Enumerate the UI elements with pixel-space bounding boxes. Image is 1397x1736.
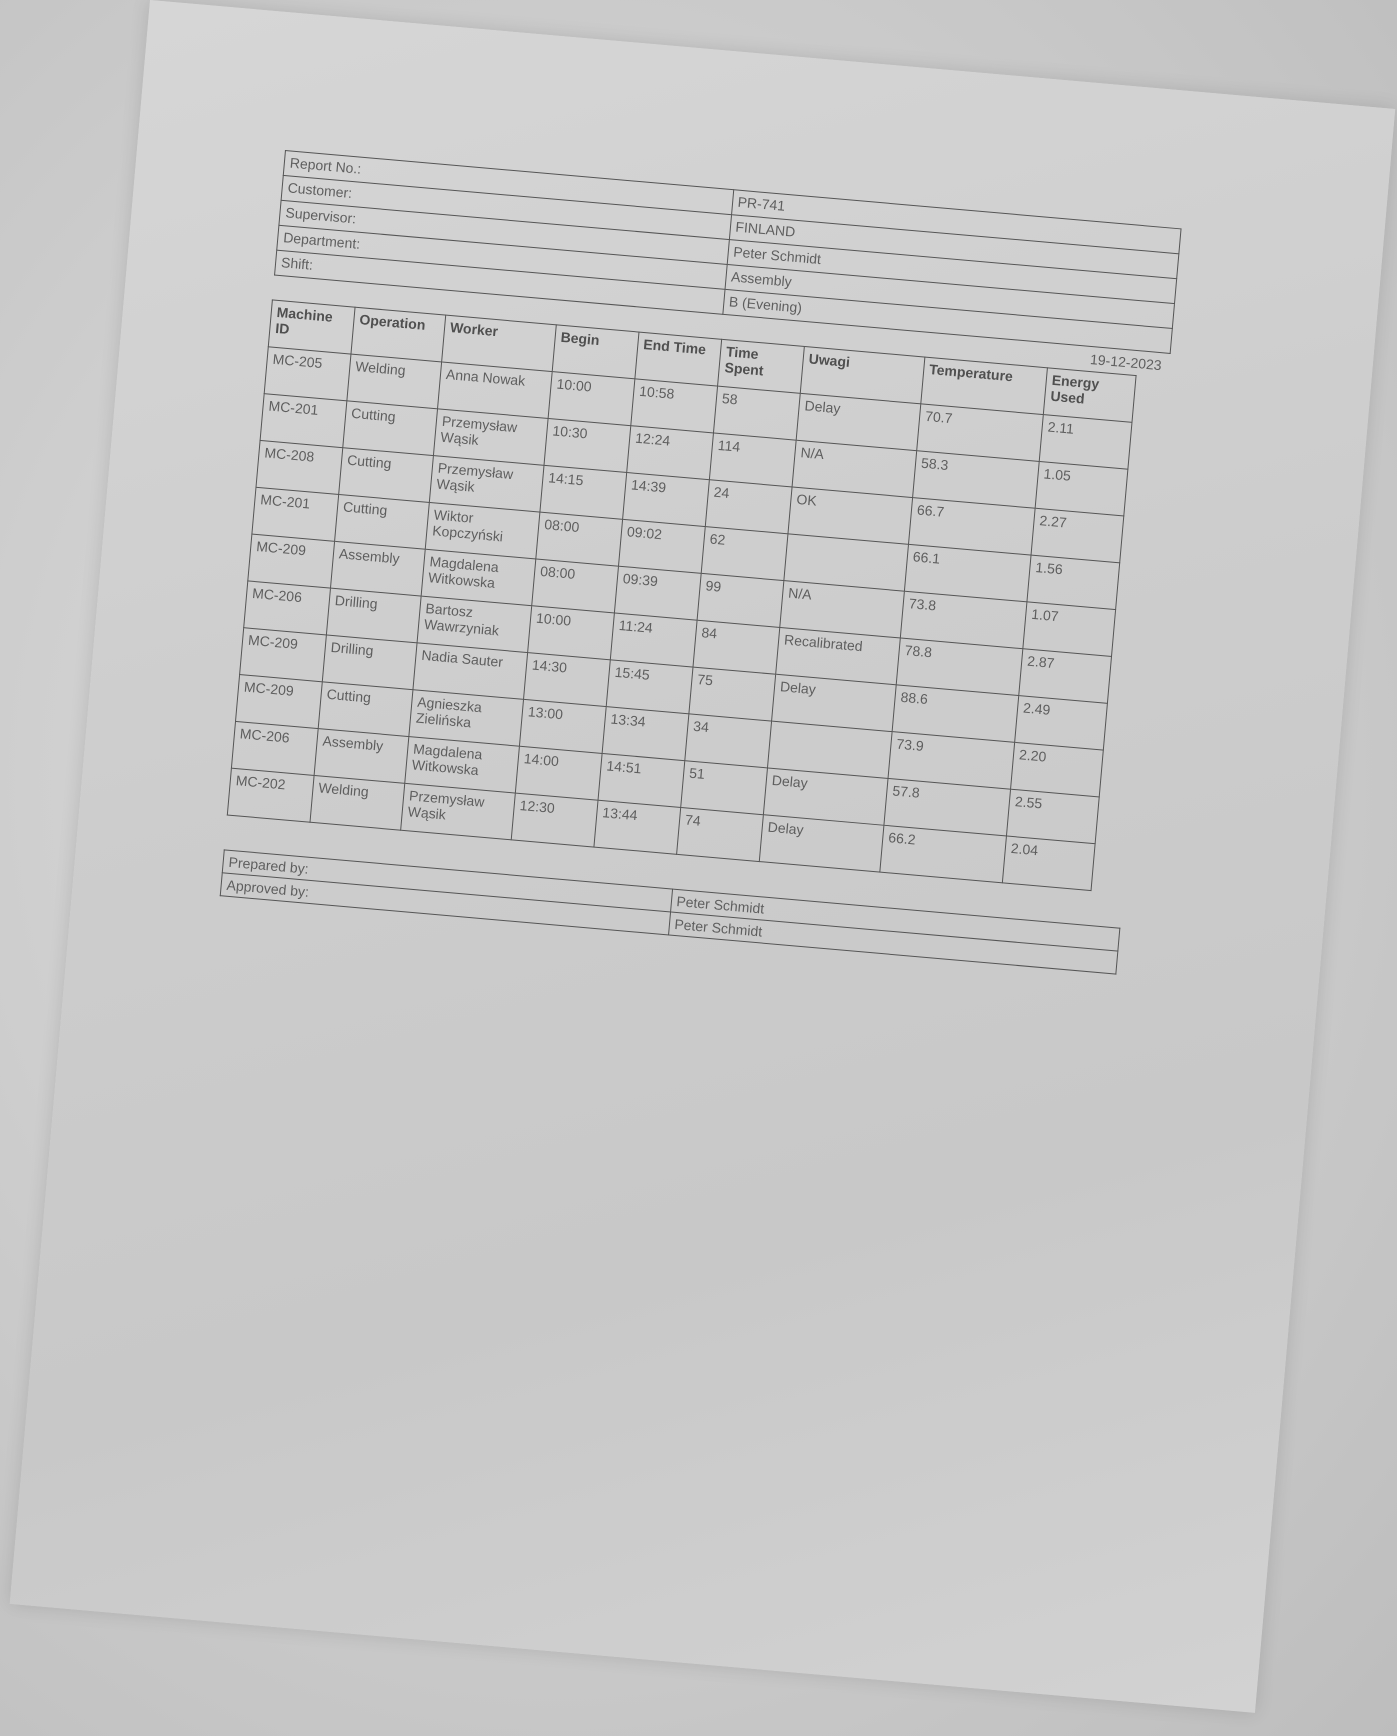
cell-end-time: 13:44 <box>594 800 681 854</box>
table-body <box>227 347 1132 891</box>
approved-by-value: Peter Schmidt <box>668 912 1118 974</box>
cell-end-time: 11:24 <box>610 613 697 667</box>
cell-begin: 13:00 <box>519 699 606 753</box>
cell-temperature: 66.7 <box>909 498 1036 556</box>
cell-worker: Magdalena Witkowska <box>405 737 520 793</box>
cell-uwagi: OK <box>788 487 913 544</box>
cell-worker: Magdalena Witkowska <box>421 549 536 605</box>
cell-time-spent: 74 <box>677 807 764 861</box>
prepared-by-label: Prepared by: <box>222 850 672 912</box>
department-label: Department: <box>277 225 727 289</box>
cell-energy-used: 2.49 <box>1015 696 1108 751</box>
report-no-value: PR-741 <box>731 190 1181 254</box>
cell-end-time: 13:34 <box>602 707 689 761</box>
col-header-temperature: Temperature <box>921 357 1048 415</box>
cell-energy-used: 1.07 <box>1023 602 1116 657</box>
cell-machine-id: MC-205 <box>264 347 351 401</box>
cell-operation: Cutting <box>339 448 434 503</box>
customer-value: FINLAND <box>729 215 1179 279</box>
cell-begin: 10:30 <box>544 418 631 472</box>
cell-temperature: 57.8 <box>884 778 1011 836</box>
cell-machine-id: MC-208 <box>256 440 343 494</box>
cell-end-time: 09:02 <box>618 519 705 573</box>
cell-energy-used: 2.20 <box>1011 742 1104 797</box>
cell-energy-used: 2.11 <box>1039 415 1132 470</box>
col-header-machine-id: Machine ID <box>268 300 355 354</box>
cell-time-spent: 24 <box>705 480 792 534</box>
cell-worker: Agnieszka Zielińska <box>409 690 524 746</box>
cell-time-spent: 75 <box>689 667 776 721</box>
cell-uwagi: Delay <box>772 674 897 731</box>
cell-time-spent: 58 <box>713 386 800 440</box>
cell-operation: Welding <box>347 354 442 409</box>
col-header-begin: Begin <box>552 325 639 379</box>
cell-machine-id: MC-202 <box>227 768 314 822</box>
cell-end-time: 10:58 <box>631 379 718 433</box>
cell-time-spent: 34 <box>685 714 772 768</box>
cell-operation: Assembly <box>330 541 425 596</box>
cell-machine-id: MC-206 <box>244 581 331 635</box>
supervisor-label: Supervisor: <box>279 200 729 264</box>
cell-worker: Nadia Sauter <box>413 643 528 699</box>
cell-temperature: 78.8 <box>896 638 1023 696</box>
cell-temperature: 66.2 <box>880 825 1007 883</box>
cell-end-time: 14:39 <box>623 473 710 527</box>
cell-uwagi: Delay <box>796 393 921 450</box>
col-header-operation: Operation <box>351 307 446 362</box>
cell-time-spent: 51 <box>681 761 768 815</box>
cell-machine-id: MC-206 <box>231 721 318 775</box>
cell-worker: Przemysław Wąsik <box>401 783 516 839</box>
cell-worker: Anna Nowak <box>438 362 553 418</box>
cell-temperature: 73.8 <box>900 591 1027 649</box>
cell-machine-id: MC-209 <box>236 675 323 729</box>
cell-temperature: 66.1 <box>904 544 1031 602</box>
cell-operation: Cutting <box>318 682 413 737</box>
cell-operation: Cutting <box>335 494 430 549</box>
cell-time-spent: 62 <box>701 527 788 581</box>
cell-uwagi: N/A <box>780 581 905 638</box>
cell-machine-id: MC-201 <box>252 487 339 541</box>
cell-begin: 14:15 <box>540 465 627 519</box>
cell-begin: 08:00 <box>532 559 619 613</box>
supervisor-value: Peter Schmidt <box>727 240 1177 304</box>
cell-temperature: 73.9 <box>888 732 1015 790</box>
cell-worker: Przemysław Wąsik <box>429 456 544 512</box>
cell-energy-used: 2.04 <box>1002 836 1095 891</box>
cell-energy-used: 2.87 <box>1019 649 1112 704</box>
cell-worker: Wiktor Kopczyński <box>425 502 540 558</box>
shift-label: Shift: <box>275 250 725 314</box>
report-no-label: Report No.: <box>283 151 733 215</box>
cell-begin: 12:30 <box>511 793 598 847</box>
cell-machine-id: MC-209 <box>248 534 335 588</box>
cell-energy-used: 1.05 <box>1035 461 1128 516</box>
col-header-end-time: End Time <box>635 332 722 386</box>
report-sheet <box>220 150 1182 975</box>
cell-temperature: 58.3 <box>913 451 1040 509</box>
operations-table <box>227 299 1137 891</box>
col-header-energy-used: Energy Used <box>1043 368 1136 423</box>
col-header-time-spent: Time Spent <box>718 339 805 393</box>
cell-operation: Welding <box>310 775 405 830</box>
cell-uwagi: Recalibrated <box>776 627 901 684</box>
cell-end-time: 09:39 <box>614 566 701 620</box>
cell-end-time: 14:51 <box>598 753 685 807</box>
cell-end-time: 12:24 <box>627 426 714 480</box>
cell-end-time: 15:45 <box>606 660 693 714</box>
cell-worker: Przemysław Wąsik <box>433 409 548 465</box>
cell-uwagi: Delay <box>759 815 884 872</box>
department-value: Assembly <box>725 264 1175 328</box>
report-date: 19-12-2023 <box>1089 351 1163 374</box>
cell-machine-id: MC-201 <box>260 394 347 448</box>
approved-by-label: Approved by: <box>220 873 670 935</box>
cell-temperature: 88.6 <box>892 685 1019 743</box>
col-header-uwagi: Uwagi <box>800 347 925 404</box>
cell-machine-id: MC-209 <box>240 628 327 682</box>
cell-uwagi: N/A <box>792 440 917 497</box>
cell-time-spent: 99 <box>697 573 784 627</box>
cell-uwagi: Delay <box>763 768 888 825</box>
cell-energy-used: 1.56 <box>1027 555 1120 610</box>
cell-operation: Assembly <box>314 729 409 784</box>
cell-time-spent: 84 <box>693 620 780 674</box>
cell-begin: 14:30 <box>524 653 611 707</box>
cell-begin: 14:00 <box>515 746 602 800</box>
cell-energy-used: 2.27 <box>1031 508 1124 563</box>
cell-time-spent: 114 <box>709 433 796 487</box>
col-header-worker: Worker <box>442 315 557 371</box>
cell-temperature: 70.7 <box>917 404 1044 462</box>
cell-energy-used: 2.55 <box>1006 789 1099 844</box>
cell-operation: Cutting <box>343 401 438 456</box>
cell-worker: Bartosz Wawrzyniak <box>417 596 532 652</box>
shift-value: B (Evening) <box>722 289 1172 353</box>
prepared-by-value: Peter Schmidt <box>670 889 1120 951</box>
cell-begin: 08:00 <box>536 512 623 566</box>
cell-operation: Drilling <box>322 635 417 690</box>
cell-begin: 10:00 <box>548 372 635 426</box>
cell-begin: 10:00 <box>528 606 615 660</box>
cell-operation: Drilling <box>326 588 421 643</box>
customer-label: Customer: <box>281 175 731 239</box>
